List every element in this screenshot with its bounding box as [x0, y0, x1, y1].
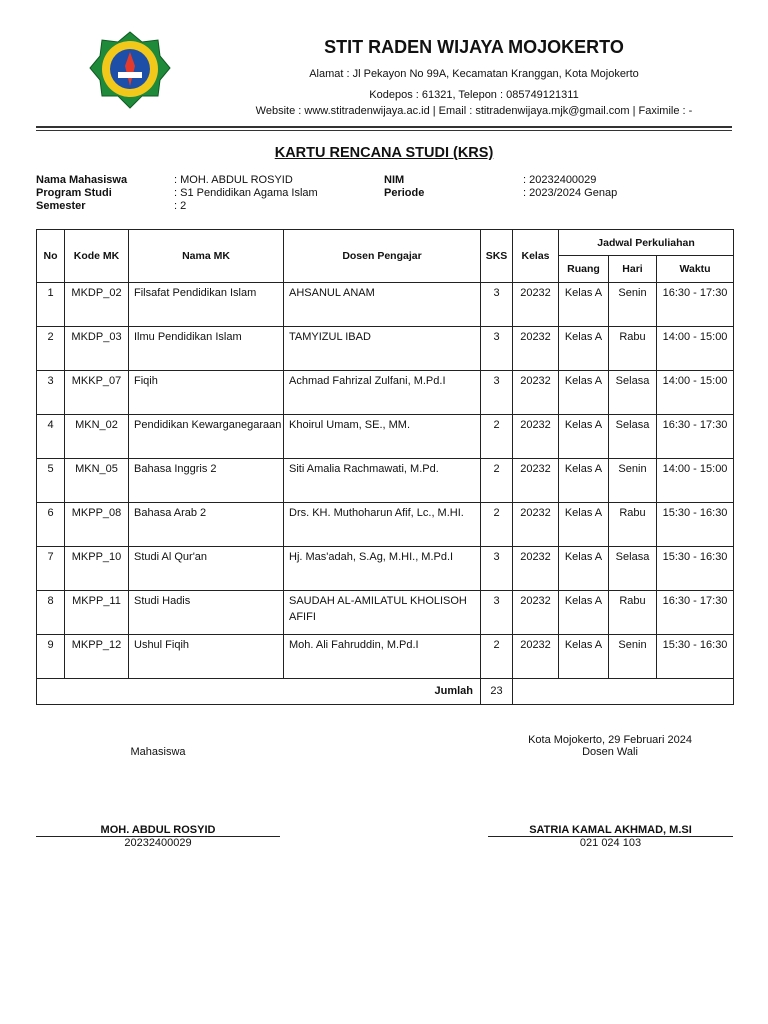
cell-day: Senin: [609, 635, 657, 679]
cell-lecturer: Achmad Fahrizal Zulfani, M.Pd.I: [284, 371, 481, 415]
cell-code: MKPP_12: [65, 635, 129, 679]
cell-sks: 2: [481, 635, 513, 679]
student-signature-name: MOH. ABDUL ROSYID: [100, 824, 216, 836]
cell-room: Kelas A: [559, 415, 609, 459]
total-empty: [513, 679, 734, 705]
header-class: Kelas: [513, 230, 559, 283]
cell-lecturer: SAUDAH AL-AMILATUL KHOLISOH AFIFI: [284, 591, 481, 635]
cell-room: Kelas A: [559, 459, 609, 503]
total-label: Jumlah: [37, 679, 481, 705]
cell-class: 20232: [513, 459, 559, 503]
cell-day: Rabu: [609, 591, 657, 635]
cell-no: 6: [37, 503, 65, 547]
header-divider-thin: [36, 130, 732, 131]
table-row: [37, 591, 734, 635]
cell-room: Kelas A: [559, 503, 609, 547]
student-role: Mahasiswa: [130, 746, 186, 758]
semester-label: Semester: [36, 200, 86, 212]
cell-lecturer: Moh. Ali Fahruddin, M.Pd.I: [284, 635, 481, 679]
cell-course: Pendidikan Kewarganegaraan: [129, 415, 284, 459]
student-info-right: [384, 174, 424, 200]
table-row: [37, 635, 734, 679]
cell-sks: 2: [481, 415, 513, 459]
advisor-role: Dosen Wali: [582, 746, 638, 758]
total-row: [37, 679, 734, 705]
cell-course: Bahasa Inggris 2: [129, 459, 284, 503]
cell-time: 14:00 - 15:00: [657, 327, 734, 371]
name-label: Nama Mahasiswa: [36, 174, 128, 186]
cell-no: 8: [37, 591, 65, 635]
institution-web: Website : www.stitradenwijaya.ac.id | Email : stitradenwijaya.mjk@gmail.com | Faximile : -: [255, 105, 693, 117]
cell-code: MKKP_07: [65, 371, 129, 415]
cell-code: MKPP_11: [65, 591, 129, 635]
cell-sks: 2: [481, 503, 513, 547]
krs-table: [36, 229, 734, 705]
cell-course: Bahasa Arab 2: [129, 503, 284, 547]
cell-lecturer: Drs. KH. Muthoharun Afif, Lc., M.HI.: [284, 503, 481, 547]
cell-class: 20232: [513, 415, 559, 459]
cell-day: Rabu: [609, 327, 657, 371]
semester-value: : 2: [174, 200, 187, 212]
table-row: [37, 503, 734, 547]
cell-sks: 2: [481, 459, 513, 503]
cell-code: MKDP_02: [65, 283, 129, 327]
cell-day: Rabu: [609, 503, 657, 547]
student-info-left: [36, 174, 127, 213]
table-row: [37, 283, 734, 327]
header-code: Kode MK: [65, 230, 129, 283]
cell-sks: 3: [481, 371, 513, 415]
cell-class: 20232: [513, 591, 559, 635]
cell-class: 20232: [513, 503, 559, 547]
cell-room: Kelas A: [559, 283, 609, 327]
cell-lecturer: TAMYIZUL IBAD: [284, 327, 481, 371]
cell-sks: 3: [481, 547, 513, 591]
cell-room: Kelas A: [559, 547, 609, 591]
header-no: No: [37, 230, 65, 283]
cell-time: 15:30 - 16:30: [657, 547, 734, 591]
student-info-right-values: [523, 174, 617, 200]
period-label: Periode: [384, 187, 425, 199]
cell-class: 20232: [513, 327, 559, 371]
cell-day: Selasa: [609, 547, 657, 591]
table-row: [37, 547, 734, 591]
cell-time: 15:30 - 16:30: [657, 635, 734, 679]
cell-day: Senin: [609, 283, 657, 327]
header-divider: [36, 126, 732, 128]
cell-day: Senin: [609, 459, 657, 503]
cell-lecturer: AHSANUL ANAM: [284, 283, 481, 327]
cell-time: 16:30 - 17:30: [657, 283, 734, 327]
header-course: Nama MK: [129, 230, 284, 283]
table-row: [37, 415, 734, 459]
program-value: : S1 Pendidikan Agama Islam: [174, 187, 318, 199]
cell-course: Fiqih: [129, 371, 284, 415]
program-label: Program Studi: [36, 187, 112, 199]
cell-day: Selasa: [609, 371, 657, 415]
name-value: : MOH. ABDUL ROSYID: [174, 174, 293, 186]
table-row: [37, 371, 734, 415]
table-row: [37, 459, 734, 503]
advisor-signature-id: 021 024 103: [579, 837, 642, 849]
cell-code: MKDP_03: [65, 327, 129, 371]
advisor-signature-name: SATRIA KAMAL AKHMAD, M.SI: [529, 824, 692, 836]
cell-time: 15:30 - 16:30: [657, 503, 734, 547]
cell-lecturer: Hj. Mas'adah, S.Ag, M.HI., M.Pd.I: [284, 547, 481, 591]
institution-contact: Kodepos : 61321, Telepon : 085749121311: [369, 89, 579, 101]
cell-sks: 3: [481, 283, 513, 327]
header-time: Waktu: [657, 256, 734, 283]
cell-no: 1: [37, 283, 65, 327]
institution-address: Alamat : Jl Pekayon No 99A, Kecamatan Kranggan, Kota Mojokerto: [309, 68, 639, 80]
total-sks: 23: [481, 679, 513, 705]
cell-class: 20232: [513, 547, 559, 591]
cell-code: MKN_02: [65, 415, 129, 459]
cell-room: Kelas A: [559, 635, 609, 679]
cell-sks: 3: [481, 591, 513, 635]
header-lecturer: Dosen Pengajar: [284, 230, 481, 283]
table-row: [37, 327, 734, 371]
cell-code: MKPP_08: [65, 503, 129, 547]
cell-class: 20232: [513, 283, 559, 327]
nim-label: NIM: [384, 174, 405, 186]
nim-value: : 20232400029: [523, 174, 597, 186]
cell-no: 5: [37, 459, 65, 503]
document-title: KARTU RENCANA STUDI (KRS): [274, 145, 494, 161]
cell-time: 16:30 - 17:30: [657, 591, 734, 635]
header-day: Hari: [609, 256, 657, 283]
institution-name: STIT RADEN WIJAYA MOJOKERTO: [324, 37, 624, 57]
cell-room: Kelas A: [559, 327, 609, 371]
place-date: Kota Mojokerto, 29 Februari 2024: [528, 734, 692, 746]
cell-room: Kelas A: [559, 591, 609, 635]
cell-time: 16:30 - 17:30: [657, 415, 734, 459]
cell-time: 14:00 - 15:00: [657, 459, 734, 503]
header-room: Ruang: [559, 256, 609, 283]
period-value: : 2023/2024 Genap: [523, 187, 618, 199]
cell-lecturer: Siti Amalia Rachmawati, M.Pd.: [284, 459, 481, 503]
cell-course: Studi Al Qur'an: [129, 547, 284, 591]
cell-course: Filsafat Pendidikan Islam: [129, 283, 284, 327]
cell-no: 7: [37, 547, 65, 591]
cell-no: 9: [37, 635, 65, 679]
cell-day: Selasa: [609, 415, 657, 459]
cell-course: Studi Hadis: [129, 591, 284, 635]
cell-code: MKPP_10: [65, 547, 129, 591]
cell-code: MKN_05: [65, 459, 129, 503]
cell-class: 20232: [513, 635, 559, 679]
header-sks: SKS: [481, 230, 513, 283]
cell-sks: 3: [481, 327, 513, 371]
institution-seal-icon: [88, 30, 172, 110]
student-signature-id: 20232400029: [124, 837, 192, 849]
header-schedule: Jadwal Perkuliahan: [559, 230, 734, 256]
cell-course: Ushul Fiqih: [129, 635, 284, 679]
cell-no: 2: [37, 327, 65, 371]
student-info-values: [174, 174, 318, 213]
cell-time: 14:00 - 15:00: [657, 371, 734, 415]
cell-room: Kelas A: [559, 371, 609, 415]
cell-class: 20232: [513, 371, 559, 415]
cell-lecturer: Khoirul Umam, SE., MM.: [284, 415, 481, 459]
cell-no: 4: [37, 415, 65, 459]
cell-no: 3: [37, 371, 65, 415]
cell-course: Ilmu Pendidikan Islam: [129, 327, 284, 371]
